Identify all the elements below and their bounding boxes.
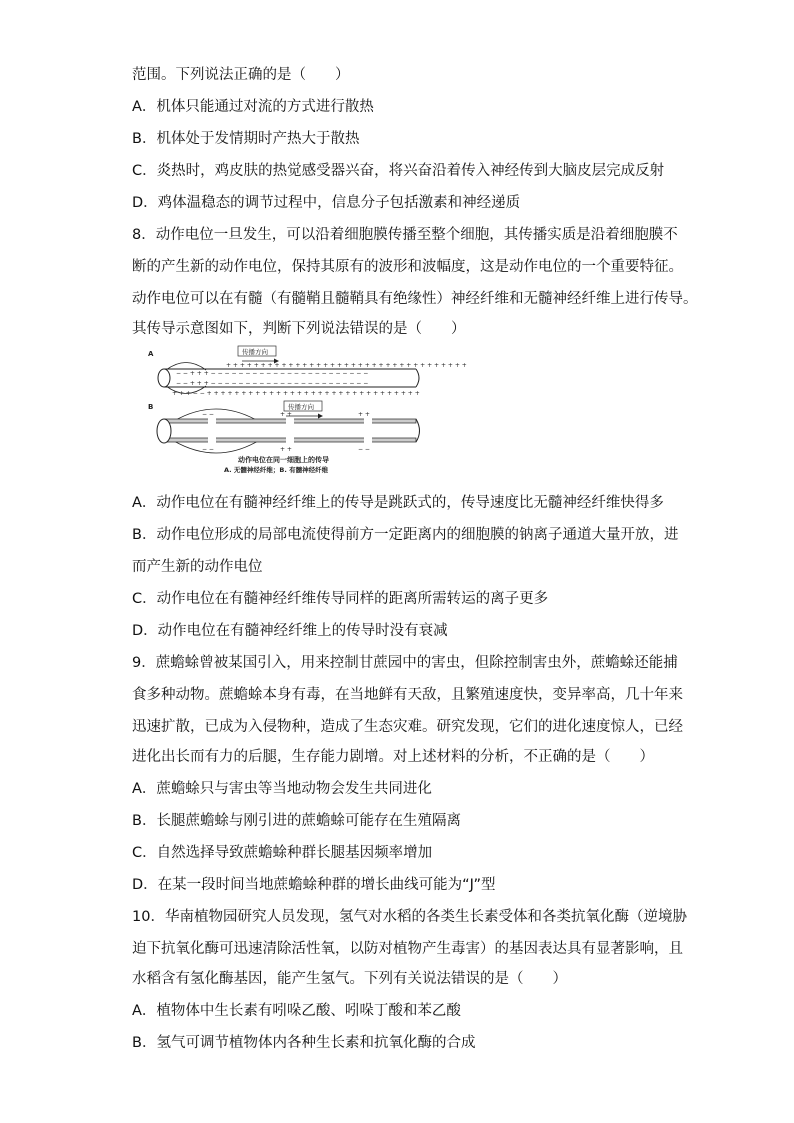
arrow-label-a: 传播方向 xyxy=(242,348,268,356)
fiber-a-inner-signs-bottom: − − + + + − − − − − − − − − − − − − − − − − − − − − − − xyxy=(176,380,369,387)
fiber-a-far-end xyxy=(416,369,419,387)
node-of-ranvier-3-top xyxy=(364,418,372,424)
q9-stem-line-4: 进化出长而有力的后腿，生存能力剧增。对上述材料的分析，不正确的是（ ） xyxy=(132,749,654,765)
q8-option-a: A．动作电位在有髓神经纤维上的传导是跳跃式的，传导速度比无髓神经纤维快得多 xyxy=(132,495,664,511)
q7-stem-tail: 范围。下列说法正确的是（ ） xyxy=(132,67,350,83)
fiber-b-node-signs-5: + + xyxy=(280,446,292,453)
q10-stem-line-1: 10．华南植物园研究人员发现，氢气对水稻的各类生长素受体和各类抗氧化酶（逆境胁 xyxy=(132,909,687,925)
figure-label-b: B xyxy=(148,403,154,411)
q10-option-a: A．植物体中生长素有吲哚乙酸、吲哚丁酸和苯乙酸 xyxy=(132,1003,461,1019)
q8-stem-line-1: 8．动作电位一旦发生，可以沿着细胞膜传播至整个细胞，其传播实质是沿着细胞膜不 xyxy=(132,227,678,243)
nerve-conduction-diagram xyxy=(146,345,467,475)
arrow-label-b: 传播方向 xyxy=(288,403,314,411)
fiber-b-node-signs-6: − − xyxy=(358,446,370,453)
q8-option-c: C．动作电位在有髓神经纤维传导同样的距离所需转运的离子更多 xyxy=(132,591,549,607)
figure-caption-line-2: A. 无髓神经纤维；B. 有髓神经纤维 xyxy=(224,466,329,474)
node-of-ranvier-1-top xyxy=(208,418,216,424)
q9-stem-line-1: 9．蔗蟾蜍曾被某国引入，用来控制甘蔗园中的害虫，但除控制害虫外，蔗蟾蜍还能捕 xyxy=(132,655,678,671)
q8-option-d: D．动作电位在有髓神经纤维上的传导时没有衰减 xyxy=(132,623,448,639)
q7-option-d: D．鸡体温稳态的调节过程中，信息分子包括激素和神经递质 xyxy=(132,195,521,211)
fiber-a-end xyxy=(158,369,170,387)
fiber-b-end xyxy=(157,419,171,443)
q7-option-c: C．炎热时，鸡皮肤的热觉感受器兴奋，将兴奋沿着传入神经传到大脑皮层完成反射 xyxy=(132,163,665,179)
node-of-ranvier-2-top xyxy=(286,418,294,424)
fiber-a-plus-signs-bottom: + + + − − + + + + + + + + + + + + + + + + + + + + + + + + + + + + + + + xyxy=(172,390,420,397)
q9-option-d: D．在某一段时间当地蔗蟾蜍种群的增长曲线可能为“J”型 xyxy=(132,877,496,893)
figure-caption-line-1: 动作电位在同一细胞上的传导 xyxy=(238,456,329,464)
fiber-b-node-signs-3: + + xyxy=(358,411,370,418)
q10-stem-line-3: 水稻含有氢化酶基因，能产生氢气。下列有关说法错误的是（ ） xyxy=(132,971,567,987)
fiber-b-node-signs-4: − − xyxy=(202,446,214,453)
node-of-ranvier-2-bottom xyxy=(286,437,294,443)
fiber-b-far-end xyxy=(416,419,420,442)
q8-option-b-cont: 而产生新的动作电位 xyxy=(132,559,263,575)
fiber-b-node-signs-2: + + xyxy=(280,411,292,418)
fiber-a-inner-signs-top: − − + + + − − − − − − − − − − − − − − − − − − − − − − − xyxy=(176,370,369,377)
fiber-b-node-signs-1: − − xyxy=(202,411,214,418)
nerve-conduction-figure xyxy=(146,345,467,475)
fiber-a-plus-signs-top: + + + + + + + + + + + + + + + + + + + + + + + + + + + + + + + + + + + xyxy=(226,362,467,369)
q7-option-b: B．机体处于发情期时产热大于散热 xyxy=(132,131,360,147)
node-of-ranvier-1-bottom xyxy=(208,437,216,443)
q10-option-b: B．氢气可调节植物体内各种生长素和抗氧化酶的合成 xyxy=(132,1035,476,1051)
q9-option-a: A．蔗蟾蜍只与害虫等当地动物会发生共同进化 xyxy=(132,781,432,797)
figure-label-a: A xyxy=(148,350,154,358)
q8-option-b: B．动作电位形成的局部电流使得前方一定距离内的细胞膜的钠离子通道大量开放，进 xyxy=(132,527,679,543)
q8-stem-line-2: 断的产生新的动作电位，保持其原有的波形和波幅度，这是动作电位的一个重要特征。 xyxy=(132,259,683,275)
q9-stem-line-3: 迅速扩散，已成为入侵物种，造成了生态灾难。研究发现，它们的进化速度惊人，已经 xyxy=(132,719,683,735)
q9-option-c: C．自然选择导致蔗蟾蜍种群长腿基因频率增加 xyxy=(132,845,433,861)
q9-option-b: B．长腿蔗蟾蜍与刚引进的蔗蟾蜍可能存在生殖隔离 xyxy=(132,813,461,829)
q8-stem-line-4: 其传导示意图如下，判断下列说法错误的是（ ） xyxy=(132,321,466,337)
arrow-b-head xyxy=(318,414,323,419)
q8-stem-line-3: 动作电位可以在有髓（有髓鞘且髓鞘具有绝缘性）神经纤维和无髓神经纤维上进行传导。 xyxy=(132,291,698,307)
node-of-ranvier-3-bottom xyxy=(364,437,372,443)
q7-option-a: A．机体只能通过对流的方式进行散热 xyxy=(132,99,374,115)
q9-stem-line-2: 食多种动物。蔗蟾蜍本身有毒，在当地鲜有天敌，且繁殖速度快，变异率高，几十年来 xyxy=(132,687,683,703)
q10-stem-line-2: 迫下抗氧化酶可迅速清除活性氧，以防对植物产生毒害）的基因表达具有显著影响，且 xyxy=(132,941,683,957)
